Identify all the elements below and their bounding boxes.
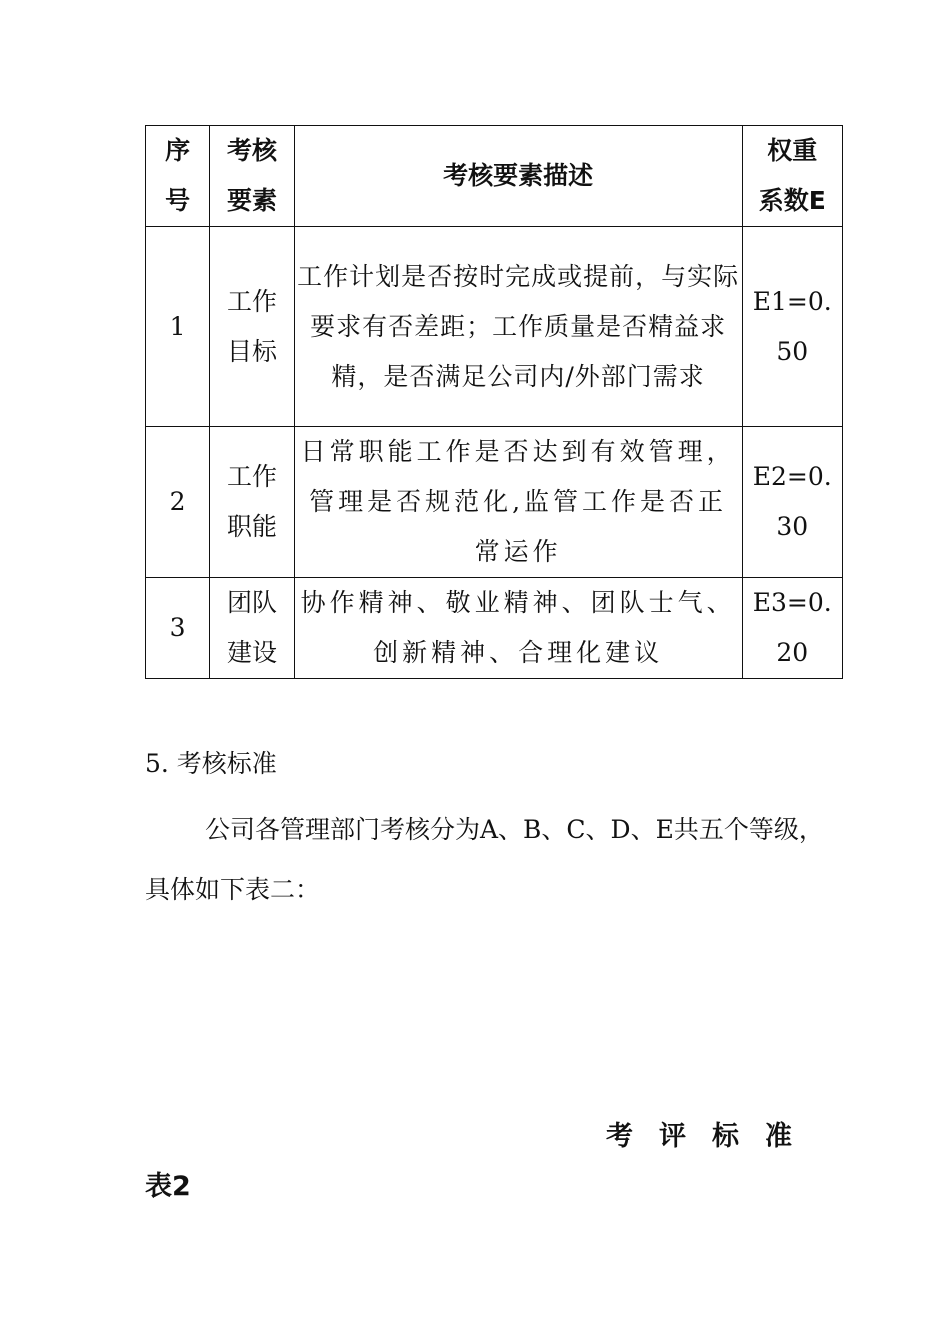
cell-element: 工作 目标	[210, 227, 294, 427]
table-row	[146, 578, 843, 679]
cell-seq: 3	[146, 578, 210, 679]
section-paragraph: 公司各管理部门考核分为A、B、C、D、E共五个等级，具体如下表二：	[145, 815, 824, 904]
header-description: 考核要素描述	[294, 126, 742, 227]
table-header-row	[146, 126, 843, 227]
cell-element: 团队 建设	[210, 578, 294, 679]
cell-description: 日常职能工作是否达到有效管理，管理是否规范化,监管工作是否正常运作	[294, 427, 742, 578]
assessment-elements-table	[145, 125, 843, 679]
table-row	[146, 227, 843, 427]
section-heading: 5. 考核标准	[145, 749, 277, 778]
header-element: 考核 要素	[210, 126, 294, 227]
cell-weight: E3=0. 20	[742, 578, 842, 679]
cell-description: 协作精神、敬业精神、团队士气、创新精神、合理化建议	[294, 578, 742, 679]
cell-seq: 1	[146, 227, 210, 427]
cell-description: 工作计划是否按时完成或提前，与实际要求有否差距；工作质量是否精益求精，是否满足公司内/外部门需求	[294, 227, 742, 427]
header-seq: 序 号	[146, 126, 210, 227]
cell-seq: 2	[146, 427, 210, 578]
table-caption-title: 考评标准	[606, 1121, 818, 1152]
cell-element: 工作 职能	[210, 427, 294, 578]
cell-weight: E2=0. 30	[742, 427, 842, 578]
table-row	[146, 427, 843, 578]
cell-weight: E1=0. 50	[742, 227, 842, 427]
table-caption-label: 表2	[145, 1171, 191, 1202]
header-weight: 权重 系数E	[742, 126, 842, 227]
